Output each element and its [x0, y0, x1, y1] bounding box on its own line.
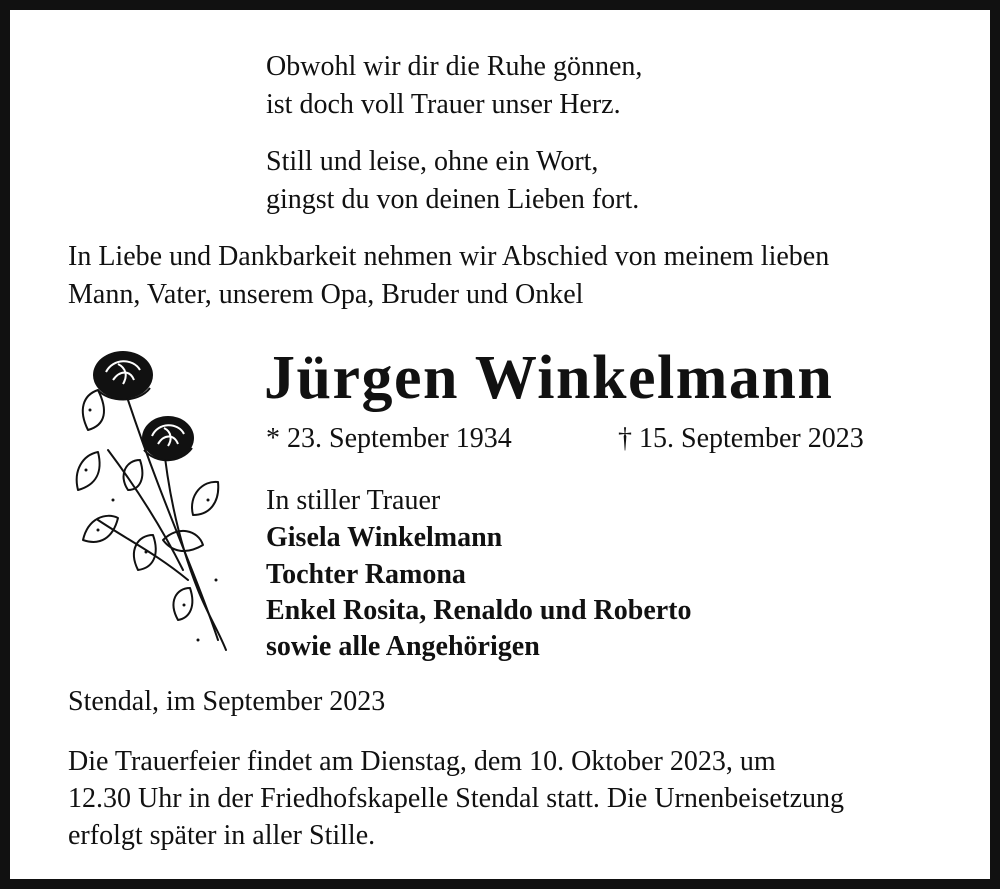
funeral-line: erfolgt später in aller Stille.: [68, 820, 376, 851]
birth-date: * 23. September 1934: [266, 423, 512, 454]
poem-line: gingst du von deinen Lieben fort.: [266, 184, 640, 215]
mourner-name: Gisela Winkelmann: [266, 522, 503, 553]
poem-line: ist doch voll Trauer unser Herz.: [266, 89, 621, 120]
poem-line: Still und leise, ohne ein Wort,: [266, 146, 599, 177]
poem-line: Obwohl wir dir die Ruhe gönnen,: [266, 51, 643, 82]
mourner-name: Enkel Rosita, Renaldo und Roberto: [266, 595, 692, 626]
mourner-name: sowie alle Angehörigen: [266, 631, 540, 662]
death-date: † 15. September 2023: [618, 423, 864, 454]
funeral-line: 12.30 Uhr in der Friedhofskapelle Stendal statt. Die Urnenbeisetzung: [68, 783, 845, 814]
deceased-name: Jürgen Winkelmann: [264, 344, 834, 412]
mourners-heading: In stiller Trauer: [266, 485, 441, 516]
rose-bouquet-illustration: [68, 340, 238, 660]
intro-line: In Liebe und Dankbarkeit nehmen wir Abschied von meinem lieben: [68, 241, 830, 272]
intro-line: Mann, Vater, unserem Opa, Bruder und Onkel: [68, 279, 584, 310]
mourner-name: Tochter Ramona: [266, 559, 466, 590]
funeral-line: Die Trauerfeier findet am Dienstag, dem 10. Oktober 2023, um: [68, 746, 776, 777]
place-date: Stendal, im September 2023: [68, 686, 386, 717]
